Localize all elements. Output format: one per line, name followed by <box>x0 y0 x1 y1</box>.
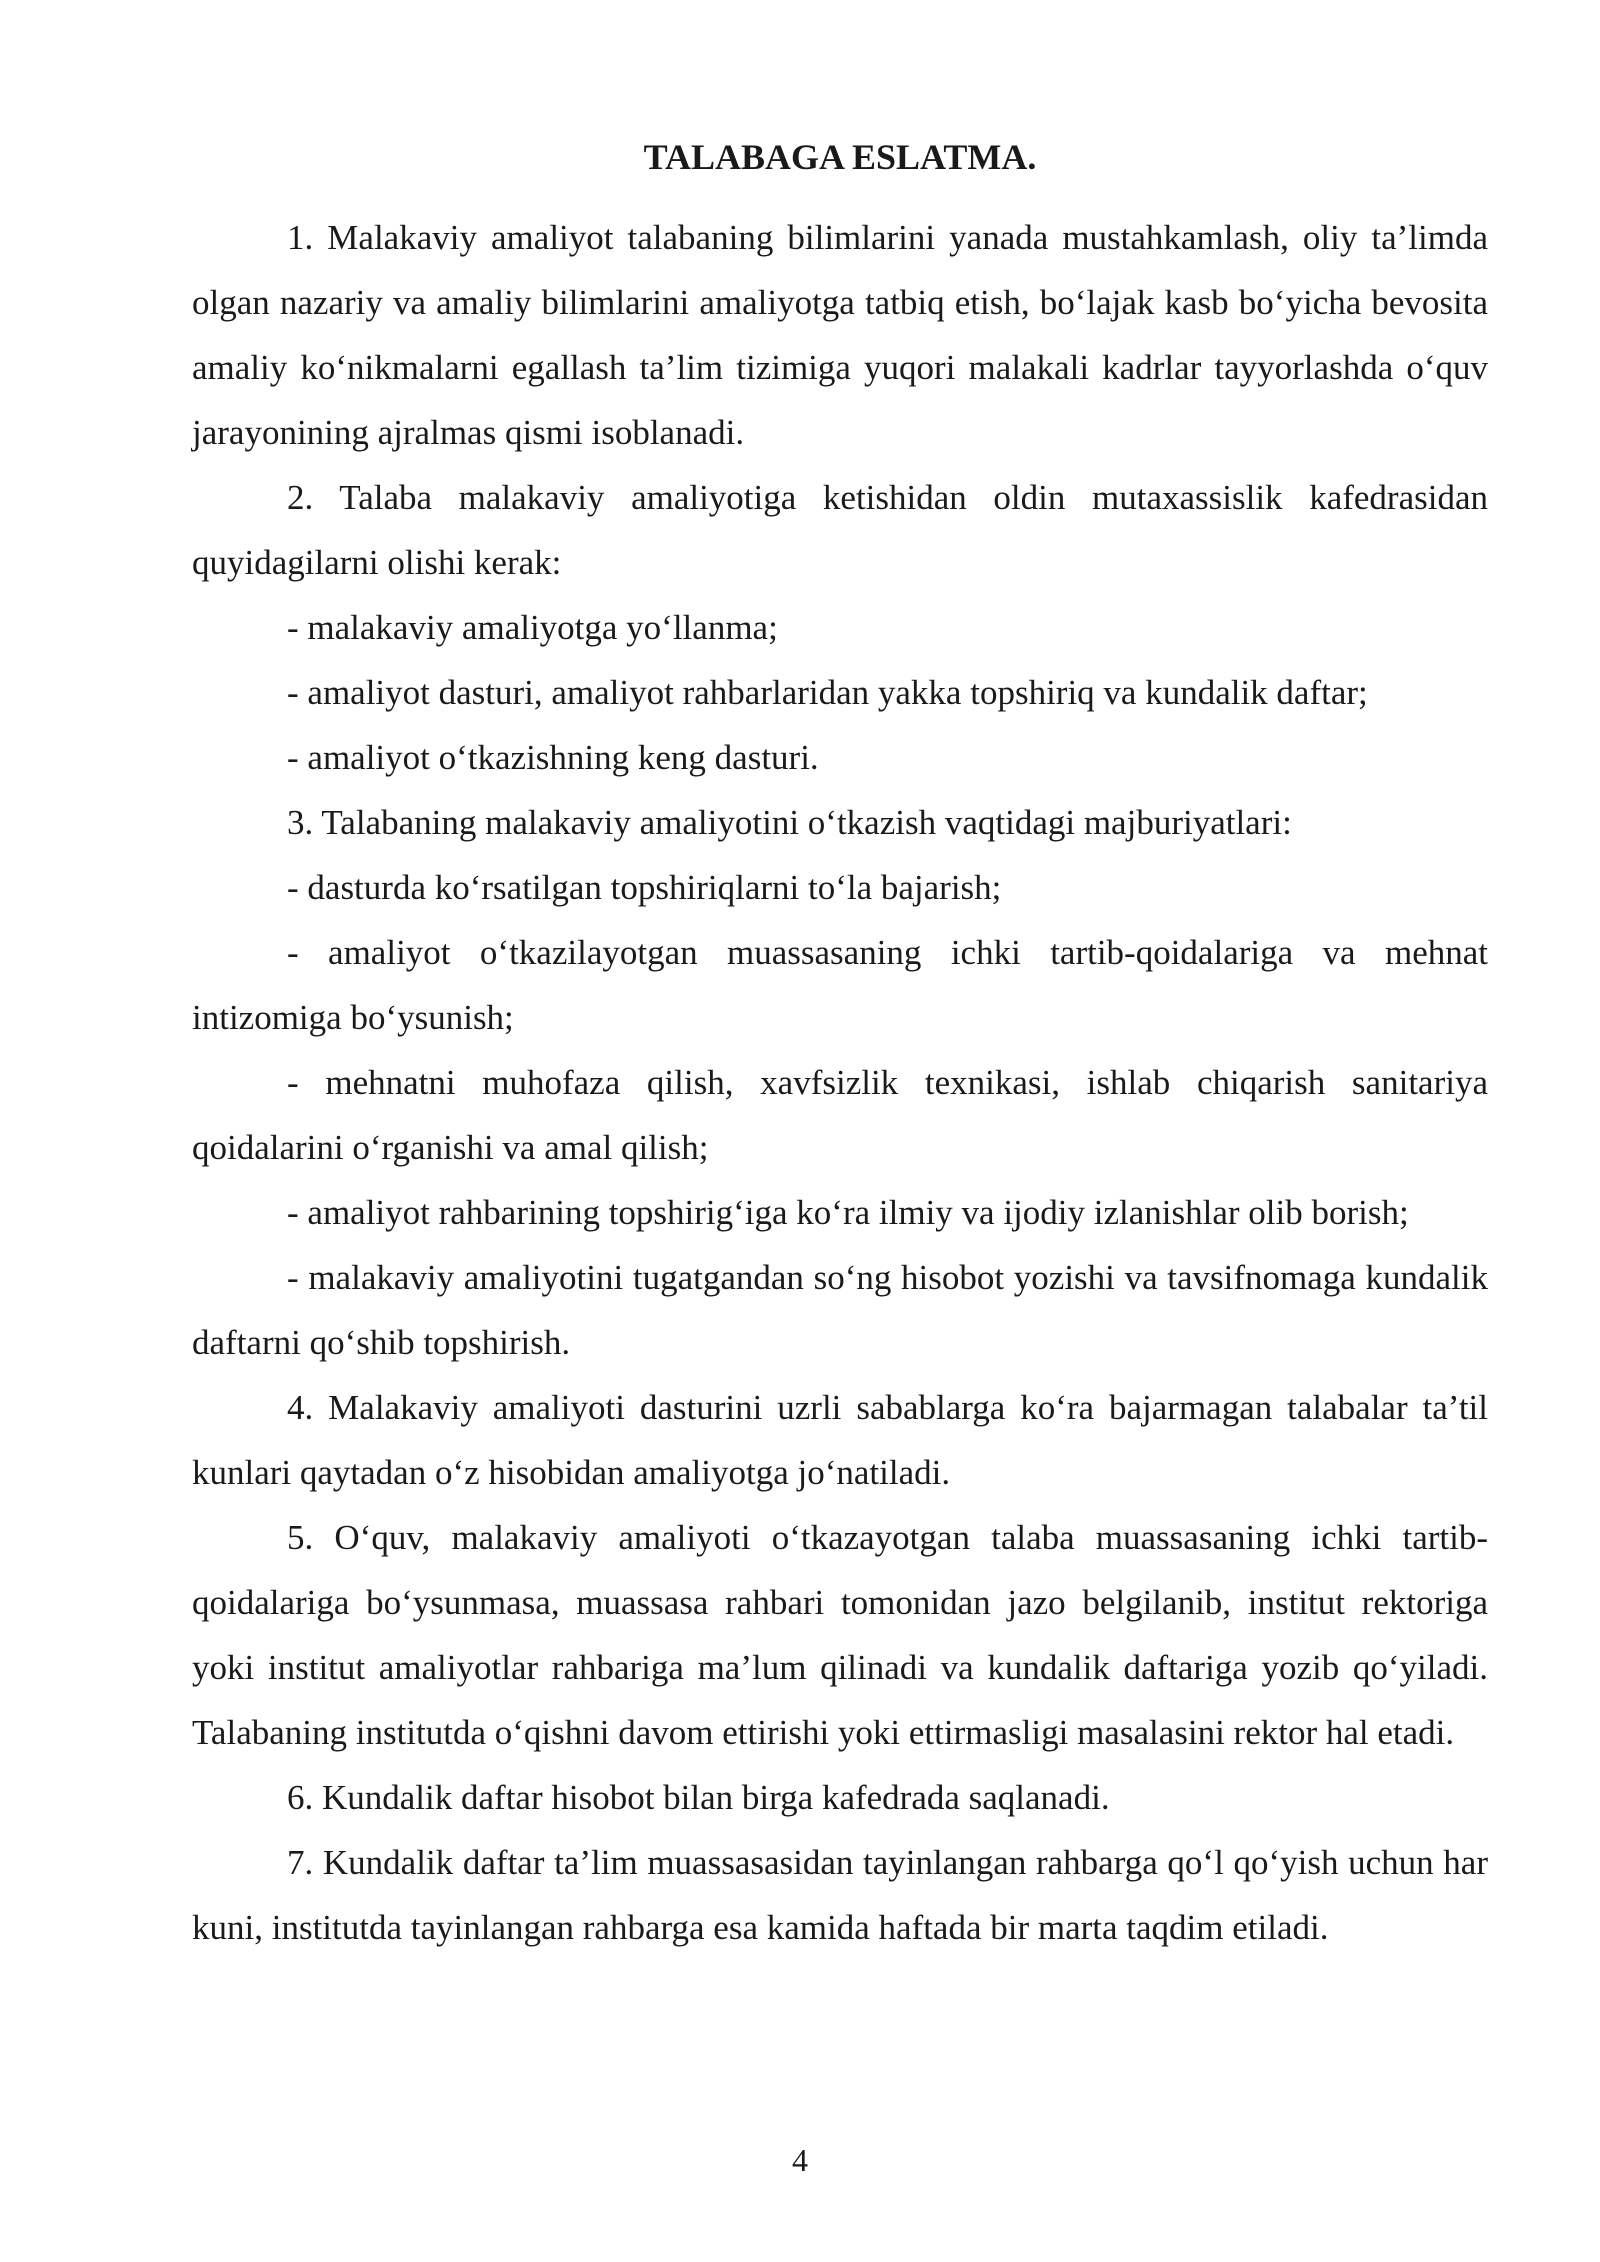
list-item: - amaliyot rahbarining topshirig‘iga ko‘ra ilmiy va ijodiy izlanishlar olib borish; <box>287 1193 1409 1232</box>
paragraph-5: 5. O‘quv, malakaviy amaliyoti o‘tkazayotgan talaba muassasaning ichki tartib-qoidalariga bo‘ysunmasa, muassasa rahbari tomonidan jazo belgilanib, institut rektoriga yoki institut amaliyotlar rahbariga ma’lum qilinadi va kundalik daftariga yozib qo‘yiladi. Talabaning institutda o‘qishni davom ettirishi yoki ettirmasligi masalasini rektor hal etadi. <box>192 1518 1488 1752</box>
page-number: 4 <box>792 2142 808 2178</box>
list-item: - dasturda ko‘rsatilgan topshiriqlarni to‘la bajarish; <box>287 868 1002 907</box>
paragraph-3: 3. Talabaning malakaviy amaliyotini o‘tkazish vaqtidagi majburiyatlari: <box>287 803 1292 842</box>
page-title: TALABAGA ESLATMA. <box>643 137 1037 177</box>
list-item: - amaliyot o‘tkazilayotgan muassasaning ichki tartib-qoidalariga va mehnat intizomiga bo‘ysunish; <box>192 933 1488 1037</box>
list-item: - amaliyot o‘tkazishning keng dasturi. <box>287 738 819 777</box>
list-item: - mehnatni muhofaza qilish, xavfsizlik texnikasi, ishlab chiqarish sanitariya qoidalarini o‘rganishi va amal qilish; <box>192 1063 1488 1167</box>
paragraph-4: 4. Malakaviy amaliyoti dasturini uzrli sabablarga ko‘ra bajarmagan talabalar ta’til kunlari qaytadan o‘z hisobidan amaliyotga jo‘natiladi. <box>192 1388 1488 1492</box>
paragraph-1: 1. Malakaviy amaliyot talabaning bilimlarini yanada mustahkamlash, oliy ta’limda olgan nazariy va amaliy bilimlarini amaliyotga tatbiq etish, bo‘lajak kasb bo‘yicha bevosita amaliy ko‘nikmalarni egallash ta’lim tizimiga yuqori malakali kadrlar tayyorlashda o‘quv jarayonining ajralmas qismi isoblanadi. <box>192 218 1488 452</box>
document-body <box>192 132 1488 1960</box>
list-item: - malakaviy amaliyotini tugatgandan so‘ng hisobot yozishi va tavsifnomaga kundalik daftarni qo‘shib topshirish. <box>192 1258 1488 1362</box>
paragraph-2: 2. Talaba malakaviy amaliyotiga ketishidan oldin mutaxassislik kafedrasidan quyidagilarni olishi kerak: <box>192 478 1488 582</box>
list-item: - amaliyot dasturi, amaliyot rahbarlaridan yakka topshiriq va kundalik daftar; <box>287 673 1368 712</box>
list-item: - malakaviy amaliyotga yo‘llanma; <box>287 608 778 647</box>
paragraph-6: 6. Kundalik daftar hisobot bilan birga kafedrada saqlanadi. <box>287 1778 1110 1817</box>
paragraph-7: 7. Kundalik daftar ta’lim muassasasidan tayinlangan rahbarga qo‘l qo‘yish uchun har kuni, institutda tayinlangan rahbarga esa kamida haftada bir marta taqdim etiladi. <box>192 1843 1488 1947</box>
